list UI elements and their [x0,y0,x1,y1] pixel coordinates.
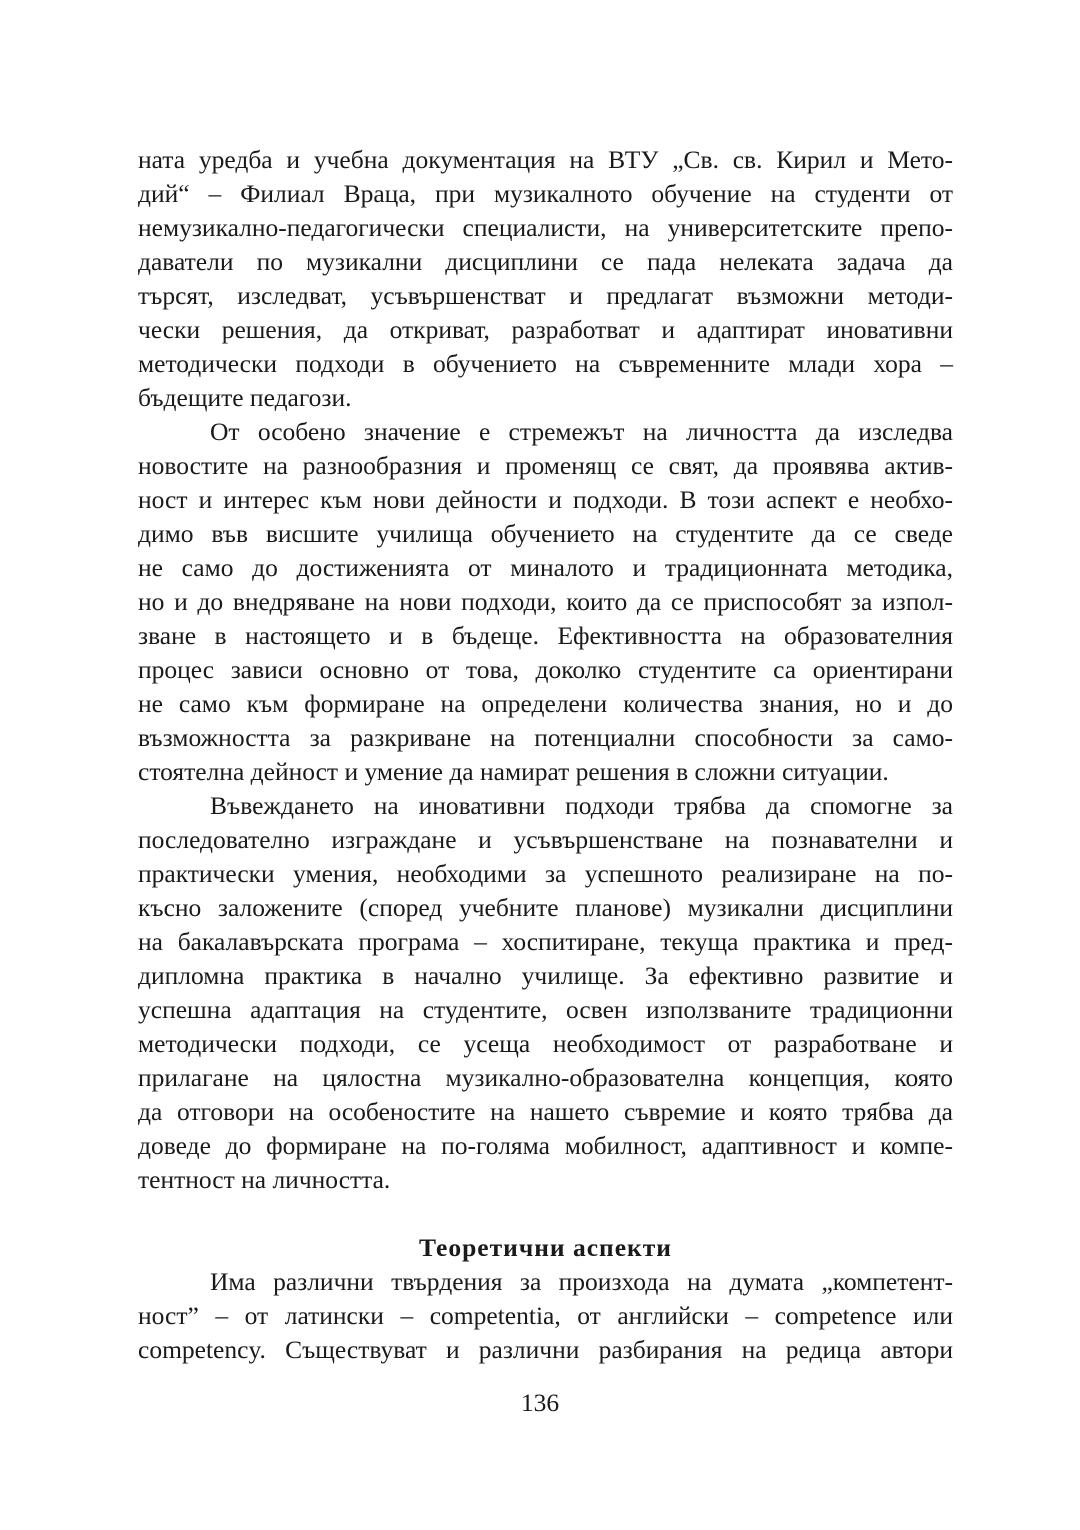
text-line: последователно изграждане и усъвършенстване на познавателни и [138,825,953,854]
page-number: 136 [520,1388,560,1417]
text-line: на бакалавърската програма – хоспитиране, текуща практика и пред- [138,927,953,956]
text-line: не само до достиженията от миналото и традиционната методика, [138,553,953,582]
text-line: методически подходи, се усеща необходимост от разработване и [138,1029,953,1058]
text-line: късно заложените (според учебните планове) музикални дисциплини [138,893,953,922]
text-line: не само към формиране на определени количества знания, но и до [138,689,953,718]
text-line: От особено значение е стремежът на личността да изследва [210,417,953,446]
text-line: дий“ – Филиал Враца, при музикалното обучение на студенти от [138,179,953,208]
text-line: ност” – от латински – competentia, от английски – competence или [138,1301,953,1330]
text-line: но и до внедряване на нови подходи, които да се приспособят за изпол- [138,587,953,616]
text-line: ност и интерес към нови дейности и подходи. В този аспект е необхо- [138,485,953,514]
section-heading: Теоретични аспекти [419,1233,672,1262]
text-line: възможността за разкриване на потенциални способности за само- [138,723,953,752]
text-line: тентност на личността. [138,1165,391,1194]
text-line: успешна адаптация на студентите, освен използваните традиционни [138,995,953,1024]
paragraph [138,1265,953,1367]
text-line: прилагане на цялостна музикално-образователна концепция, която [138,1063,953,1092]
text-line: търсят, изследват, усъвършенстват и предлагат възможни методи- [138,281,953,310]
paragraph [138,415,953,789]
text-line: новостите на разнообразния и променящ се свят, да проявява актив- [138,451,953,480]
text-line: да отговори на особеностите на нашето съвремие и която трябва да [138,1097,953,1126]
text-line: бъдещите педагози. [138,383,352,412]
text-line: дипломна практика в начално училище. За ефективно развитие и [138,961,953,990]
text-line: чески решения, да откриват, разработват и адаптират иновативни [138,315,953,344]
text-line: Въвеждането на иновативни подходи трябва да спомогне за [210,791,953,820]
text-line: зване в настоящето и в бъдеще. Ефективността на образователния [138,621,953,650]
text-line: практически умения, необходими за успешното реализиране на по- [138,859,953,888]
text-line: немузикално-педагогически специалисти, на университетските препо- [138,213,953,242]
text-line: димо във висшите училища обучението на студентите да се сведе [138,519,953,548]
text-line: даватели по музикални дисциплини се пада нелеката задача да [138,247,953,276]
paragraph [138,789,953,1197]
text-line: ната уредба и учебна документация на ВТУ „Св. св. Кирил и Мето- [138,145,953,174]
text-line: Има различни твърдения за произхода на думата „компетент- [210,1267,953,1296]
text-line: процес зависи основно от това, доколко студентите са ориентирани [138,655,953,684]
paragraph [138,143,953,415]
text-line: доведе до формиране на по-голяма мобилност, адаптивност и компе- [138,1131,953,1160]
text-line: методически подходи в обучението на съвременните млади хора – [138,349,953,378]
text-line: стоятелна дейност и умение да намират решения в сложни ситуации. [138,757,889,786]
body-text [138,143,953,1367]
text-line: competency. Съществуват и различни разбирания на редица автори [138,1335,953,1364]
